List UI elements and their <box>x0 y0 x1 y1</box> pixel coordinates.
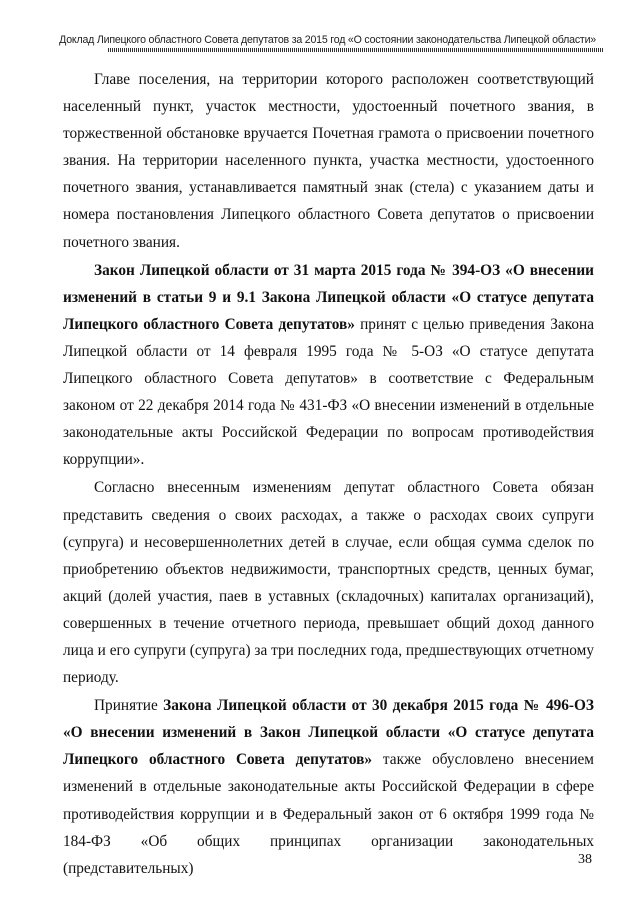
paragraph-suffix: принят с целью приведения Закона Липецкой области от 14 февраля 1995 года № 5-ОЗ «О статусе депутата Липецкого областного Совета депутатов» в соответствие с Федеральным законом от 22 декабря 2014 года № 431-ФЗ «О внесении изменений в отдельные законодательные акты Российской Федерации по вопросам противодействия коррупции». <box>63 315 594 469</box>
document-body <box>63 66 594 882</box>
paragraph-honorary-title: Главе поселения, на территории которого расположен соответствующий населенный пункт, участок местности, удостоенный почетного звания, в торжественной обстановке вручается Почетная грамота о присвоении почетного звания. На территории населенного пункта, участка местности, удостоенного почетного звания, устанавливается памятный знак (стела) с указанием даты и номера постановления Липецкого областного Совета депутатов о присвоении почетного звания. <box>63 71 594 251</box>
page-number: 38 <box>578 852 592 867</box>
law-title-bold: Закон Липецкой области от 31 марта 2015 года № 394-ОЗ «О внесении изменений в статьи 9 и 9.1 Закона Липецкой области «О статусе депутата Липецкого областного Совета депутатов» <box>63 261 594 333</box>
header-rule <box>108 48 604 52</box>
running-header: Доклад Липецкого областного Совета депутатов за 2015 год «О состоянии законодательства Липецкой области» <box>59 34 596 46</box>
paragraph-expenses: Согласно внесенным изменениям депутат областного Совета обязан представить сведения о своих расходах, а также о расходах своих супруги (супруга) и несовершеннолетних детей в случае, если общая сумма сделок по приобретению объектов недвижимости, транспортных средств, ценных бумаг, акций (долей участия, паев в уставных (складочных) капиталах организаций), совершенных в течение отчетного периода, превышает общий доход данного лица и его супруги (супруга) за три последних года, предшествующих отчетному периоду. <box>63 479 594 687</box>
paragraph-suffix: также обусловлено внесением изменений в отдельные законодательные акты Российской Федерации в сфере противодействия коррупции и в Федеральный закон от 6 октября 1999 года № 184-ФЗ «Об общих принципах организации законодательных (представительных) <box>63 751 594 877</box>
paragraph-law-394 <box>63 257 594 474</box>
paragraph-prefix: Принятие <box>94 697 164 715</box>
law-title-bold: Закона Липецкой области от 30 декабря 2015 года № 496-ОЗ «О внесении изменений в Закон Липецкой области «О статусе депутата Липецкого областного Совета депутатов» <box>63 697 594 769</box>
paragraph-law-496 <box>63 692 594 882</box>
